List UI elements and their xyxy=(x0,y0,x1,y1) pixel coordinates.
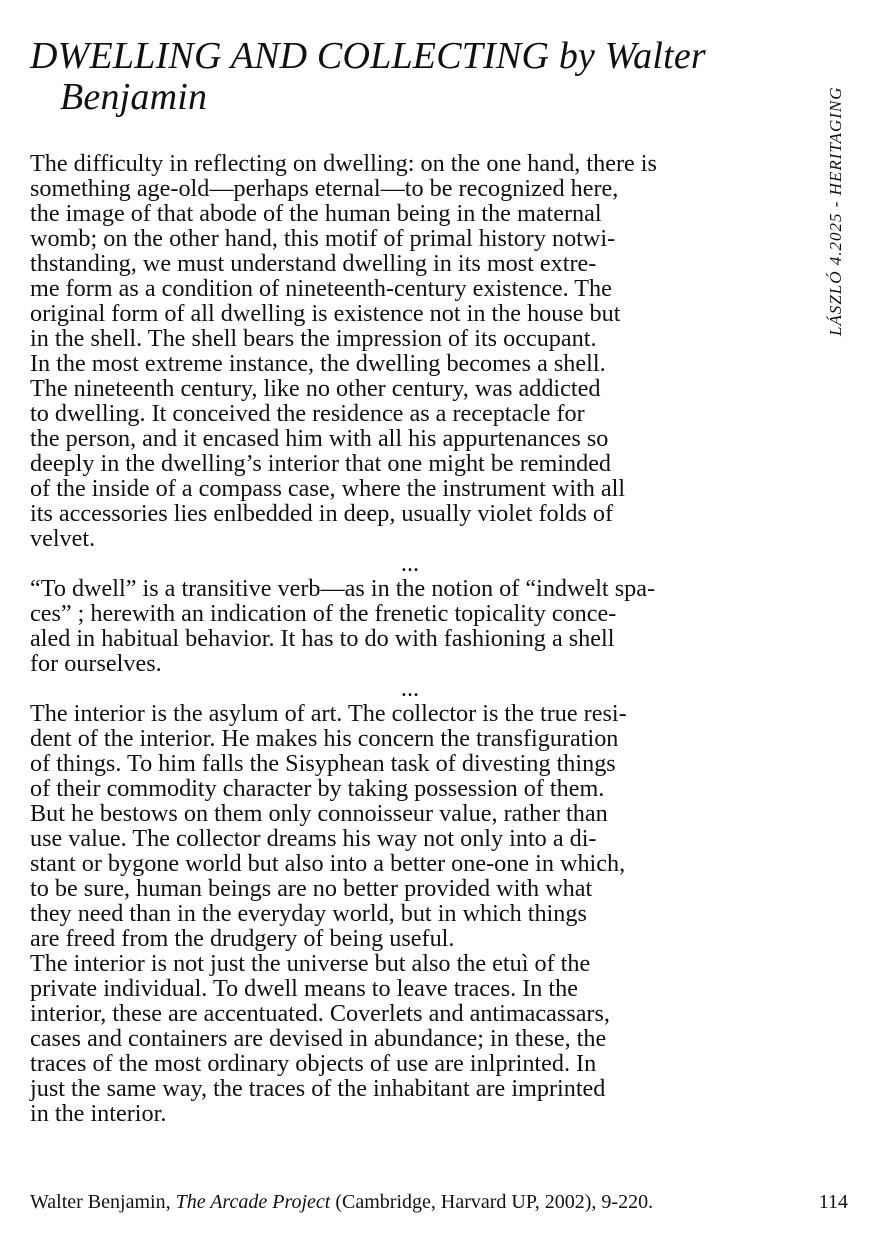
text-line: use value. The collector dreams his way not only into a di- xyxy=(30,825,597,852)
text-line: of their commodity character by taking possession of them. xyxy=(30,775,605,802)
paragraph-collector xyxy=(30,701,790,951)
text-line: But he bestows on them only connoisseur value, rather than xyxy=(30,800,608,827)
text-line: for ourselves. xyxy=(30,650,162,677)
text-line: aled in habitual behavior. It has to do with fashioning a shell xyxy=(30,625,615,652)
text-line: The nineteenth century, like no other century, was addicted xyxy=(30,375,601,402)
text-line: ces” ; herewith an indication of the frenetic topicality conce- xyxy=(30,600,617,627)
text-line: The difficulty in reflecting on dwelling: on the one hand, there is xyxy=(30,150,657,177)
text-line: The interior is not just the universe but also the etuì of the xyxy=(30,950,591,977)
body-text xyxy=(30,151,790,1126)
text-line: “To dwell” is a transitive verb—as in the notion of “indwelt spa- xyxy=(30,575,656,602)
page-title: DWELLING AND COLLECTING by Walter Benjamin xyxy=(30,35,706,118)
text-line: dent of the interior. He makes his concern the transfiguration xyxy=(30,725,619,752)
text-line: its accessories lies enlbedded in deep, usually violet folds of xyxy=(30,500,614,527)
citation-details: (Cambridge, Harvard UP, 2002), 9-220. xyxy=(330,1191,654,1213)
paragraph-to-dwell xyxy=(30,576,790,676)
paragraph-interior-traces xyxy=(30,951,790,1126)
text-line: something age-old—perhaps eternal—to be recognized here, xyxy=(30,175,619,202)
text-line: cases and containers are devised in abundance; in these, the xyxy=(30,1025,607,1052)
text-line: traces of the most ordinary objects of use are inlprinted. In xyxy=(30,1050,597,1077)
text-line: they need than in the everyday world, but in which things xyxy=(30,900,587,927)
text-line: me form as a condition of nineteenth-century existence. The xyxy=(30,275,612,302)
text-line: womb; on the other hand, this motif of primal history notwi- xyxy=(30,225,616,252)
text-line: In the most extreme instance, the dwelling becomes a shell. xyxy=(30,350,606,377)
text-line: velvet. xyxy=(30,525,96,552)
paragraph-dwelling-difficulty xyxy=(30,151,790,551)
text-line: The interior is the asylum of art. The collector is the true resi- xyxy=(30,700,627,727)
text-line: private individual. To dwell means to leave traces. In the xyxy=(30,975,578,1002)
side-running-header: LÁSZLÓ 4.2025 - HERITAGING xyxy=(826,86,845,336)
section-separator: ... xyxy=(400,550,420,577)
text-line: stant or bygone world but also into a better one-one in which, xyxy=(30,850,626,877)
text-line: in the shell. The shell bears the impression of its occupant. xyxy=(30,325,597,352)
text-line: are freed from the drudgery of being useful. xyxy=(30,925,455,952)
text-line: interior, these are accentuated. Coverlets and antimacassars, xyxy=(30,1000,610,1027)
text-line: original form of all dwelling is existence not in the house but xyxy=(30,300,621,327)
page-number: 114 xyxy=(818,1191,848,1213)
text-line: just the same way, the traces of the inhabitant are imprinted xyxy=(30,1075,606,1102)
citation-work-title: The Arcade Project xyxy=(175,1191,331,1213)
text-line: thstanding, we must understand dwelling in its most extre- xyxy=(30,250,597,277)
text-line: deeply in the dwelling’s interior that one might be reminded xyxy=(30,450,612,477)
citation xyxy=(30,1190,770,1214)
text-line: the image of that abode of the human being in the maternal xyxy=(30,200,602,227)
text-line: to be sure, human beings are no better provided with what xyxy=(30,875,593,902)
section-separator: ... xyxy=(400,675,420,702)
citation-author: Walter Benjamin, xyxy=(30,1191,176,1213)
text-line: of the inside of a compass case, where the instrument with all xyxy=(30,475,626,502)
text-line: of things. To him falls the Sisyphean task of divesting things xyxy=(30,750,616,777)
text-line: in the interior. xyxy=(30,1100,167,1127)
text-line: to dwelling. It conceived the residence as a receptacle for xyxy=(30,400,585,427)
text-line: the person, and it encased him with all his appurtenances so xyxy=(30,425,609,452)
